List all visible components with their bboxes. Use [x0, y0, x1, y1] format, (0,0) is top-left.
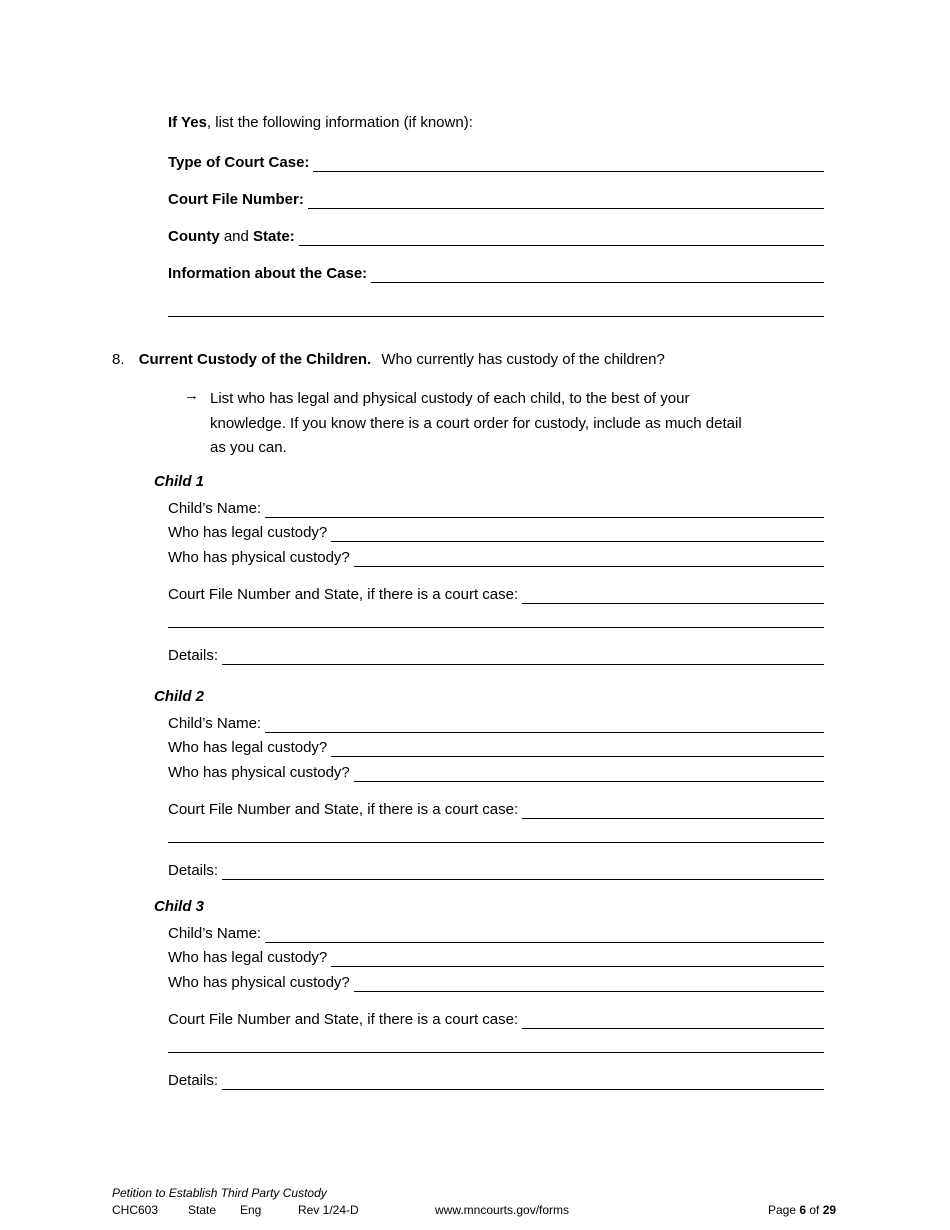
court-file-row: [168, 187, 824, 209]
county-bold: County: [168, 228, 220, 245]
child-block: [0, 898, 950, 1098]
legal-custody-label: Who has legal custody?: [168, 524, 328, 541]
instructions: [210, 387, 742, 461]
child-name-field[interactable]: [265, 926, 824, 943]
physical-custody-label: Who has physical custody?: [168, 764, 350, 781]
footer-lang: Eng: [240, 1203, 262, 1217]
court-case-line-2[interactable]: [168, 627, 824, 628]
details-row: [168, 858, 824, 880]
court-file-label: Court File Number:: [168, 191, 304, 208]
court-case-field[interactable]: [522, 1012, 824, 1029]
state-bold: State:: [253, 228, 295, 245]
legal-custody-field[interactable]: [331, 525, 824, 542]
legal-custody-row: [168, 520, 824, 542]
legal-custody-input[interactable]: [331, 951, 824, 967]
details-field[interactable]: [222, 863, 824, 880]
court-case-row: [168, 582, 824, 604]
court-case-label: Court File Number and State, if there is a court case:: [168, 801, 519, 818]
type-of-case-input[interactable]: [313, 156, 824, 172]
if-yes-bold: If Yes: [168, 114, 207, 131]
details-row: [168, 1068, 824, 1090]
details-input[interactable]: [222, 649, 824, 665]
county-state-input[interactable]: [299, 230, 824, 246]
physical-custody-row: [168, 760, 824, 782]
case-info-input[interactable]: [371, 267, 824, 283]
legal-custody-input[interactable]: [331, 741, 824, 757]
physical-custody-field[interactable]: [354, 975, 824, 992]
details-row: [168, 643, 824, 665]
court-case-field[interactable]: [522, 587, 824, 604]
child-name-row: [168, 921, 824, 943]
court-file-input[interactable]: [308, 193, 824, 209]
footer-page: [768, 1202, 836, 1218]
child-name-label: Child’s Name:: [168, 925, 262, 942]
child-block: [0, 688, 950, 888]
instruction-line-2: knowledge. If you know there is a court order for custody, include as much detail: [210, 414, 742, 432]
case-info-row: [168, 261, 824, 283]
child-name-input[interactable]: [265, 502, 824, 518]
court-file-field[interactable]: [308, 192, 824, 209]
prior-case-intro: [168, 114, 473, 132]
details-input[interactable]: [222, 1074, 824, 1090]
child-name-field[interactable]: [265, 501, 824, 518]
court-case-label: Court File Number and State, if there is a court case:: [168, 1011, 519, 1028]
details-field[interactable]: [222, 648, 824, 665]
physical-custody-input[interactable]: [354, 976, 824, 992]
footer-url[interactable]: www.mncourts.gov/forms: [435, 1203, 570, 1217]
intro-text: , list the following information (if known):: [206, 114, 473, 131]
page-prefix: Page: [768, 1203, 800, 1217]
child-name-field[interactable]: [265, 716, 824, 733]
section-8-heading: [112, 351, 665, 369]
case-info-label: Information about the Case:: [168, 265, 368, 282]
physical-custody-label: Who has physical custody?: [168, 549, 350, 566]
child-heading: Child 1: [154, 473, 205, 490]
footer-code: CHC603: [112, 1203, 159, 1217]
child-name-label: Child’s Name:: [168, 500, 262, 517]
footer-state: State: [188, 1203, 217, 1217]
instruction-line-1: List who has legal and physical custody of each child, to the best of your: [210, 390, 690, 407]
court-case-row: [168, 797, 824, 819]
type-of-case-label: Type of Court Case:: [168, 154, 310, 171]
physical-custody-field[interactable]: [354, 765, 824, 782]
legal-custody-row: [168, 735, 824, 757]
legal-custody-input[interactable]: [331, 526, 824, 542]
section-question: Who currently has custody of the children?: [381, 351, 665, 368]
legal-custody-field[interactable]: [331, 950, 824, 967]
child-block: [0, 473, 950, 673]
case-info-line-2[interactable]: [168, 316, 824, 317]
physical-custody-label: Who has physical custody?: [168, 974, 350, 991]
child-heading: Child 2: [154, 688, 205, 705]
case-info-field[interactable]: [371, 266, 824, 283]
county-and: and: [219, 228, 254, 245]
page-of: of: [806, 1203, 823, 1217]
court-case-input[interactable]: [522, 1013, 824, 1029]
court-case-row: [168, 1007, 824, 1029]
physical-custody-input[interactable]: [354, 551, 824, 567]
details-label: Details:: [168, 1072, 219, 1089]
child-heading: Child 3: [154, 898, 205, 915]
court-case-input[interactable]: [522, 588, 824, 604]
court-case-line-2[interactable]: [168, 1052, 824, 1053]
details-input[interactable]: [222, 864, 824, 880]
type-of-case-row: [168, 150, 824, 172]
section-title: Current Custody of the Children.: [138, 351, 372, 368]
details-label: Details:: [168, 862, 219, 879]
county-state-row: [168, 224, 824, 246]
physical-custody-field[interactable]: [354, 550, 824, 567]
child-name-row: [168, 496, 824, 518]
child-name-input[interactable]: [265, 927, 824, 943]
child-name-row: [168, 711, 824, 733]
physical-custody-row: [168, 970, 824, 992]
legal-custody-field[interactable]: [331, 740, 824, 757]
county-state-label: [168, 228, 299, 246]
court-case-label: Court File Number and State, if there is a court case:: [168, 586, 519, 603]
section-number: 8.: [112, 351, 125, 368]
page-total: 29: [822, 1203, 837, 1217]
page-number: 6: [799, 1203, 807, 1217]
details-field[interactable]: [222, 1073, 824, 1090]
instruction-line-3: as you can.: [210, 439, 287, 456]
child-name-input[interactable]: [265, 717, 824, 733]
court-case-line-2[interactable]: [168, 842, 824, 843]
details-label: Details:: [168, 647, 219, 664]
physical-custody-row: [168, 545, 824, 567]
legal-custody-row: [168, 945, 824, 967]
child-name-label: Child’s Name:: [168, 715, 262, 732]
footer-form-title: Petition to Establish Third Party Custody: [112, 1186, 327, 1200]
legal-custody-label: Who has legal custody?: [168, 739, 328, 756]
court-case-input[interactable]: [522, 803, 824, 819]
county-state-field[interactable]: [299, 229, 824, 246]
court-case-field[interactable]: [522, 802, 824, 819]
type-of-case-field[interactable]: [313, 155, 824, 172]
arrow-icon: →: [184, 387, 199, 404]
legal-custody-label: Who has legal custody?: [168, 949, 328, 966]
footer-rev: Rev 1/24-D: [298, 1203, 359, 1217]
physical-custody-input[interactable]: [354, 766, 824, 782]
